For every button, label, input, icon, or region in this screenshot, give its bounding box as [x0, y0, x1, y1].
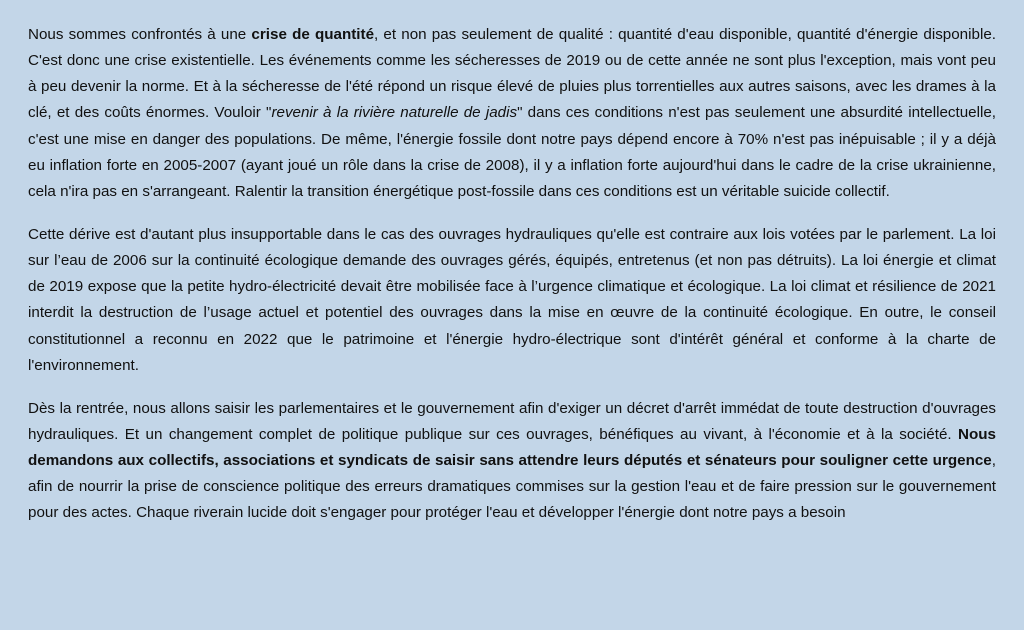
paragraph-1 [28, 22, 996, 205]
text-run: , et non pas seulement de qualité : quantité d'eau disponible, quantité d'énergie disponible. C'est donc une crise existentielle. Les événements comme les sécheresses de 2019 ou de cette année ne sont plus l'exception, mais vont peu à peu devenir la norme. Et à la sécheresse de l'été répond un risque élevé de pluies plus torrentielles aux autres saisons, avec les drames à la clé, et des coûts énormes. Vouloir " [28, 26, 996, 122]
bold-text-run: crise de quantité [251, 26, 375, 43]
italic-text-run: revenir à la rivière naturelle de jadis [271, 104, 518, 122]
text-run: , afin de nourrir la prise de conscience politique des erreurs dramatiques commises sur la gestion l'eau et de faire pression sur le gouvernement pour des actes. Chaque riverain lucide doit s'engager pour protéger l'eau et développer l'énergie dont notre pays a besoin [28, 452, 996, 522]
text-run: Nous sommes confrontés à une [28, 26, 252, 43]
paragraph-list [28, 22, 996, 527]
text-run: Cette dérive est d'autant plus insupportable dans le cas des ouvrages hydrauliques qu'elle est contraire aux lois votées par le parlement. La loi sur l’eau de 2006 sur la continuité écologique demande des ouvrages gérés, équipés, entretenus (et non pas détruits). La loi énergie et climat de 2019 expose que la petite hydro-électricité devait être mobilisée face à l’urgence climatique et écologique. La loi climat et résilience de 2021 interdit la destruction de l’usage actuel et potentiel des ouvrages dans la mise en œuvre de la continuité écologique. En outre, le conseil constitutionnel a reconnu en 2022 que le patrimoine et l'énergie hydro-électrique sont d'intérêt général et conforme à la charte de l'environnement. [28, 225, 996, 374]
text-run: Dès la rentrée, nous allons saisir les parlementaires et le gouvernement afin d'exiger un décret d'arrêt immédat de toute destruction d'ouvrages hydrauliques. Et un changement complet de politique publique sur ces ouvrages, bénéfiques au vivant, à l'économie et à la société. [28, 399, 996, 443]
bold-text-run: Nous demandons aux collectifs, associations et syndicats de saisir sans attendre leurs députés et sénateurs pour souligner cette urgence [28, 425, 996, 470]
paragraph-3 [28, 396, 996, 527]
paragraph-2 [28, 222, 996, 379]
text-run: " dans ces conditions n'est pas seulement une absurdité intellectuelle, c'est une mise en danger des populations. De même, l'énergie fossile dont notre pays dépend encore à 70% n'est pas inépuisable ; il y a déjà eu inflation forte en 2005-2007 (ayant joué un rôle dans la crise de 2008), il y a inflation forte aujourd'hui dans le cadre de la crise ukrainienne, cela n'ira pas en s'arrangeant. Ralentir la transition énergétique post-fossile dans ces conditions est un véritable suicide collectif. [28, 104, 997, 200]
